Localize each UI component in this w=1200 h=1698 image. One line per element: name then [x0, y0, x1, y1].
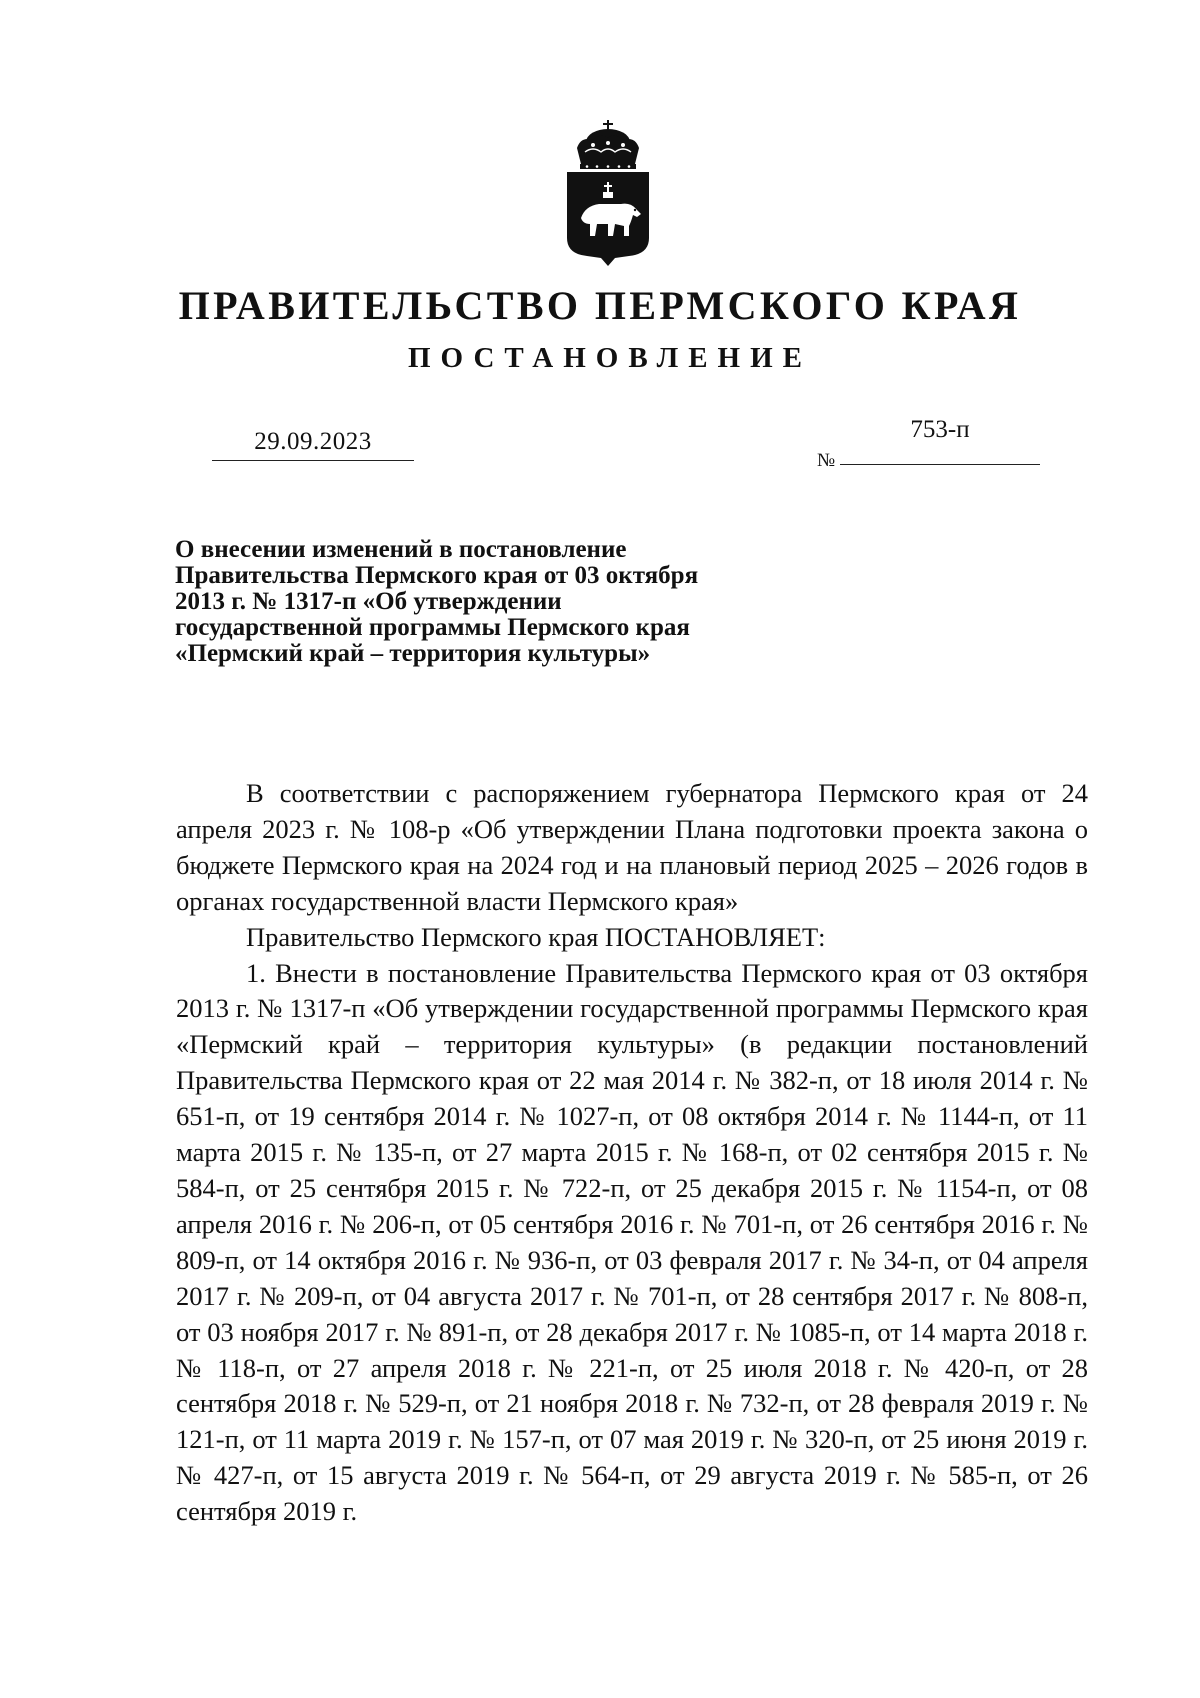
government-name: ПРАВИТЕЛЬСТВО ПЕРМСКОГО КРАЯ [178, 283, 1022, 328]
document-type: ПОСТАНОВЛЕНИЕ [407, 342, 812, 374]
document-number: 753-п [910, 416, 970, 443]
document-body [176, 776, 1088, 1530]
number-sign: № [817, 450, 836, 471]
coat-of-arms-icon [563, 118, 653, 268]
document-date: 29.09.2023 [212, 428, 414, 461]
body-paragraph: 1. Внести в постановление Правительства Пермского края от 03 октября 2013 г. № 1317-п «Об утверждении государственной программы Пермского края «Пермский край – территория культуры» (в редакции постановлений Правительства Пермского края от 22 мая 2014 г. № 382-п, от 18 июля 2014 г. № 651-п, от 19 сентября 2014 г. № 1027-п, от 08 октября 2014 г. № 1144-п, от 11 марта 2015 г. № 135-п, от 27 марта 2015 г. № 168-п, от 02 сентября 2015 г. № 584-п, от 25 сентября 2015 г. № 722-п, от 25 декабря 2015 г. № 1154-п, от 08 апреля 2016 г. № 206-п, от 05 сентября 2016 г. № 701-п, от 26 сентября 2016 г. № 809-п, от 14 октября 2016 г. № 936-п, от 03 февраля 2017 г. № 34-п, от 04 апреля 2017 г. № 209-п, от 04 августа 2017 г. № 701-п, от 28 сентября 2017 г. № 808-п, от 03 ноября 2017 г. № 891-п, от 28 декабря 2017 г. № 1085-п, от 14 марта 2018 г. № 118-п, от 27 апреля 2018 г. № 221-п, от 25 июля 2018 г. № 420-п, от 28 сентября 2018 г. № 529-п, от 21 ноября 2018 г. № 732-п, от 28 февраля 2019 г. № 121-п, от 11 марта 2019 г. № 157-п, от 07 мая 2019 г. № 320-п, от 25 июня 2019 г. № 427-п, от 15 августа 2019 г. № 564-п, от 29 августа 2019 г. № 585-п, от 26 сентября 2019 г. [176, 957, 1088, 1527]
body-paragraph: В соответствии с распоряжением губернатора Пермского края от 24 апреля 2023 г. № 108-р «Об утверждении Плана подготовки проекта закона о бюджете Пермского края на 2024 год и на плановый период 2025 – 2026 годов в органах государственной власти Пермского края» [176, 778, 1088, 916]
document-subject: О внесении изменений в постановление Правительства Пермского края от 03 октября 2013 г. № 1317-п «Об утверждении государственной программы Пермского края «Пермский край – территория культуры» [175, 536, 699, 667]
crown-icon [577, 120, 639, 169]
body-paragraph: Правительство Пермского края ПОСТАНОВЛЯЕТ: [246, 921, 826, 952]
document-number-field [840, 416, 1040, 465]
